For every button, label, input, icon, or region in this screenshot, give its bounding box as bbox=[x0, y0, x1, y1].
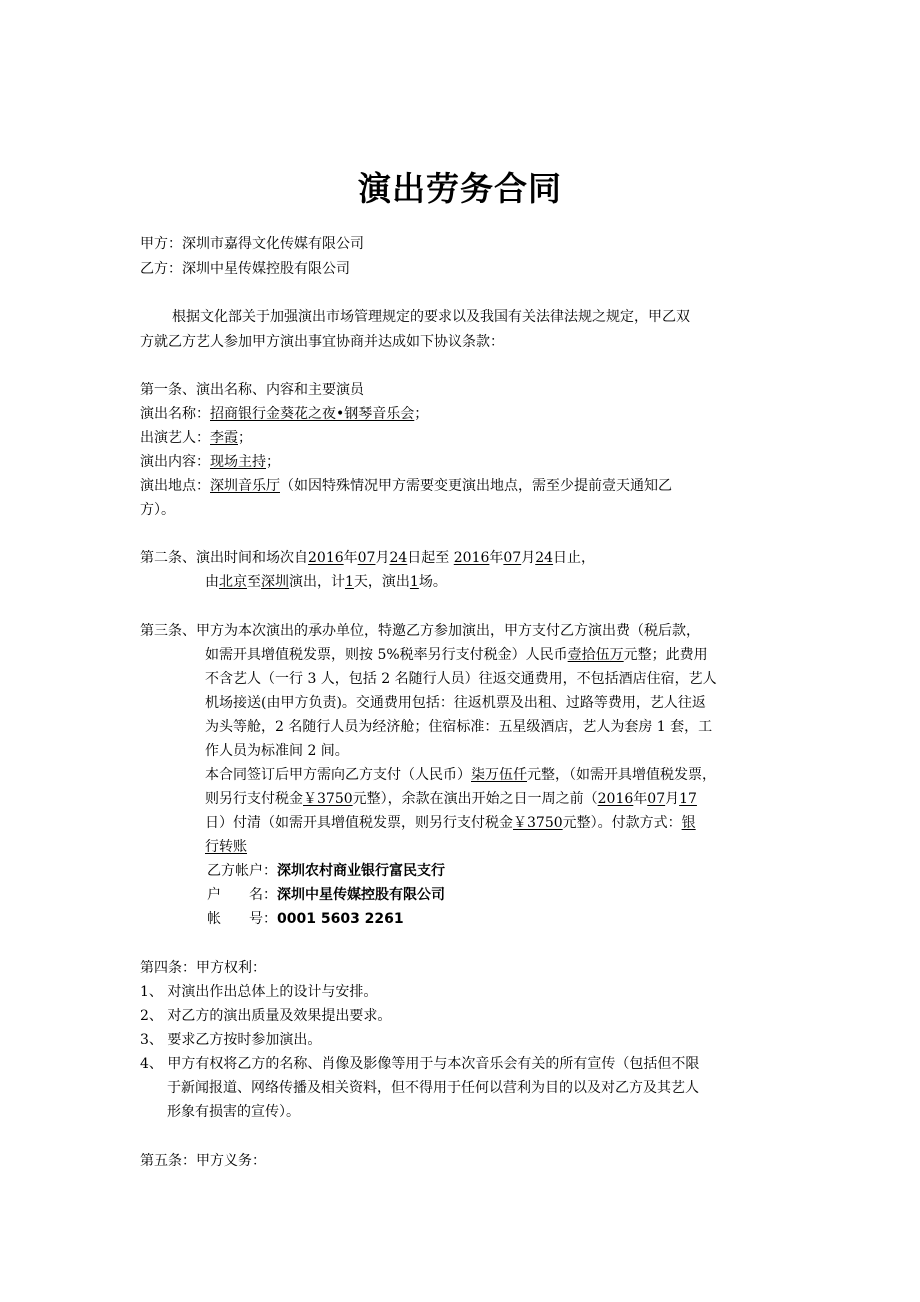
destination-city: 深圳 bbox=[261, 574, 289, 590]
article-4-item-4-cont: 于新闻报道、网络传播及相关资料，但不得用于任何以营利为目的以及对乙方及其艺人 bbox=[167, 1080, 699, 1096]
article-3-line-10 bbox=[205, 838, 247, 856]
show-count: 1 bbox=[409, 574, 419, 590]
article-3-line-2 bbox=[205, 646, 708, 664]
pay-year: 2016 bbox=[597, 791, 634, 807]
performance-name-value: 招商银行金葵花之夜•钢琴音乐会 bbox=[210, 406, 415, 422]
artist-label: 出演艺人： bbox=[140, 430, 210, 446]
text: 日）付清（如需开具增值税发票，则另行支付税金 bbox=[205, 815, 513, 831]
performance-fee: 壹拾伍万 bbox=[567, 647, 624, 663]
account-label: 帐 号： bbox=[207, 911, 277, 927]
holder-value: 深圳中星传媒控股有限公司 bbox=[277, 887, 445, 903]
content-value: 现场主持 bbox=[210, 454, 266, 470]
holder-line bbox=[207, 886, 445, 904]
text: 元整），余款在演出开始之日一周之前（ bbox=[352, 791, 598, 807]
account-value: 0001 5603 2261 bbox=[277, 911, 404, 927]
start-day: 24 bbox=[389, 550, 408, 566]
article-4-item-1: 1、 对演出作出总体上的设计与安排。 bbox=[140, 984, 378, 1000]
end-month: 07 bbox=[503, 550, 522, 566]
article-4-heading: 第四条：甲方权利： bbox=[140, 960, 266, 976]
tax-amount: ￥3750 bbox=[513, 815, 563, 831]
article-3-line-8 bbox=[205, 790, 697, 808]
end-year: 2016 bbox=[453, 550, 490, 566]
performance-name-label: 演出名称： bbox=[140, 406, 210, 422]
document-title: 演出劳务合同 bbox=[358, 169, 562, 208]
text: 演出，计 bbox=[289, 574, 345, 590]
month-char: 月 bbox=[521, 550, 536, 566]
article-1-heading: 第一条、演出名称、内容和主要演员 bbox=[140, 382, 364, 398]
content-line bbox=[140, 453, 280, 471]
party-b: 乙方：深圳中星传媒控股有限公司 bbox=[140, 261, 350, 277]
month-char: 月 bbox=[375, 550, 390, 566]
start-year: 2016 bbox=[308, 550, 344, 566]
semicolon: ； bbox=[414, 406, 429, 422]
bank-value: 深圳农村商业银行富民支行 bbox=[277, 863, 445, 879]
venue-note-cont: 方）。 bbox=[140, 502, 175, 518]
article-3-line-5: 为头等舱，2 名随行人员为经济舱；住宿标准：五星级酒店，艺人为套房 1 套，工 bbox=[205, 719, 713, 735]
end-day: 24 bbox=[535, 550, 554, 566]
article-4-item-2: 2、 对乙方的演出质量及效果提出要求。 bbox=[140, 1008, 392, 1024]
start-month: 07 bbox=[357, 550, 376, 566]
text: 天，演出 bbox=[353, 574, 410, 590]
year-char: 年 bbox=[343, 550, 358, 566]
article-5-heading: 第五条：甲方义务： bbox=[140, 1153, 266, 1169]
bank-label: 乙方帐户： bbox=[207, 863, 277, 879]
article-3-line-6: 作人员为标准间 2 间。 bbox=[205, 743, 349, 759]
semicolon: ； bbox=[238, 430, 252, 446]
article-4-item-4-cont-2: 形象有损害的宣传）。 bbox=[167, 1104, 300, 1120]
tax-amount: ￥3750 bbox=[303, 791, 353, 807]
pay-day: 17 bbox=[679, 791, 697, 807]
article-3-line-7 bbox=[205, 766, 716, 784]
text: 如需开具增值税发票，则按 5%税率另行支付税金）人民币 bbox=[205, 647, 568, 663]
venue-value: 深圳音乐厅 bbox=[210, 478, 280, 494]
from-text: 日起至 bbox=[407, 550, 454, 566]
until-text: 日止， bbox=[553, 550, 596, 566]
venue-label: 演出地点： bbox=[140, 478, 210, 494]
article-4-item-3: 3、 要求乙方按时参加演出。 bbox=[140, 1032, 322, 1048]
performance-name-line bbox=[140, 405, 428, 423]
article-4-item-4: 4、 甲方有权将乙方的名称、肖像及影像等用于与本次音乐会有关的所有宣传（包括但不限 bbox=[140, 1056, 700, 1072]
text: 则另行支付税金 bbox=[205, 791, 303, 807]
text: 场。 bbox=[418, 574, 447, 590]
text: 由 bbox=[205, 574, 219, 590]
payment-method: 银 bbox=[681, 815, 696, 831]
venue-note: （如因特殊情况甲方需要变更演出地点，需至少提前壹天通知乙 bbox=[280, 478, 672, 494]
text: 年 bbox=[633, 791, 648, 807]
pay-month: 07 bbox=[647, 791, 666, 807]
content-label: 演出内容： bbox=[140, 454, 210, 470]
venue-line bbox=[140, 477, 672, 495]
payment-method-cont: 行转账 bbox=[205, 839, 247, 855]
article-2-prefix: 第二条、演出时间和场次自 bbox=[140, 550, 308, 566]
holder-label: 户 名： bbox=[207, 887, 277, 903]
text: 元整，（如需开具增值税发票， bbox=[527, 767, 716, 783]
account-line bbox=[207, 910, 404, 928]
article-2-line-2 bbox=[205, 573, 447, 591]
text: 月 bbox=[665, 791, 680, 807]
party-a: 甲方：深圳市嘉得文化传媒有限公司 bbox=[140, 236, 364, 252]
artist-value: 李霞 bbox=[210, 430, 238, 446]
bank-line bbox=[207, 862, 445, 880]
origin-city: 北京 bbox=[219, 574, 247, 590]
year-char: 年 bbox=[489, 550, 504, 566]
semicolon: ； bbox=[266, 454, 280, 470]
article-3-line-9 bbox=[205, 814, 696, 832]
text: 元整；此费用 bbox=[623, 647, 708, 663]
article-3-line-1: 第三条、甲方为本次演出的承办单位，特邀乙方参加演出，甲方支付乙方演出费（税后款， bbox=[140, 623, 700, 639]
intro-line-1: 根据文化部关于加强演出市场管理规定的要求以及我国有关法律法规之规定，甲乙双 bbox=[172, 309, 690, 325]
article-2-line-1 bbox=[140, 549, 595, 567]
text: 至 bbox=[247, 574, 261, 590]
article-3-line-4: 机场接送(由甲方负责)。交通费用包括：往返机票及出租、过路等费用，艺人往返 bbox=[205, 695, 706, 711]
text: 本合同签订后甲方需向乙方支付（人民币） bbox=[205, 767, 471, 783]
article-3-line-3: 不含艺人（一行 3 人，包括 2 名随行人员）往返交通费用，不包括酒店住宿，艺人 bbox=[205, 671, 717, 687]
text: 元整）。付款方式： bbox=[562, 815, 682, 831]
deposit-amount: 柒万伍仟 bbox=[471, 767, 527, 783]
artist-line bbox=[140, 429, 252, 447]
day-count: 1 bbox=[345, 574, 354, 590]
intro-line-2: 方就乙方艺人参加甲方演出事宜协商并达成如下协议条款： bbox=[140, 334, 504, 350]
